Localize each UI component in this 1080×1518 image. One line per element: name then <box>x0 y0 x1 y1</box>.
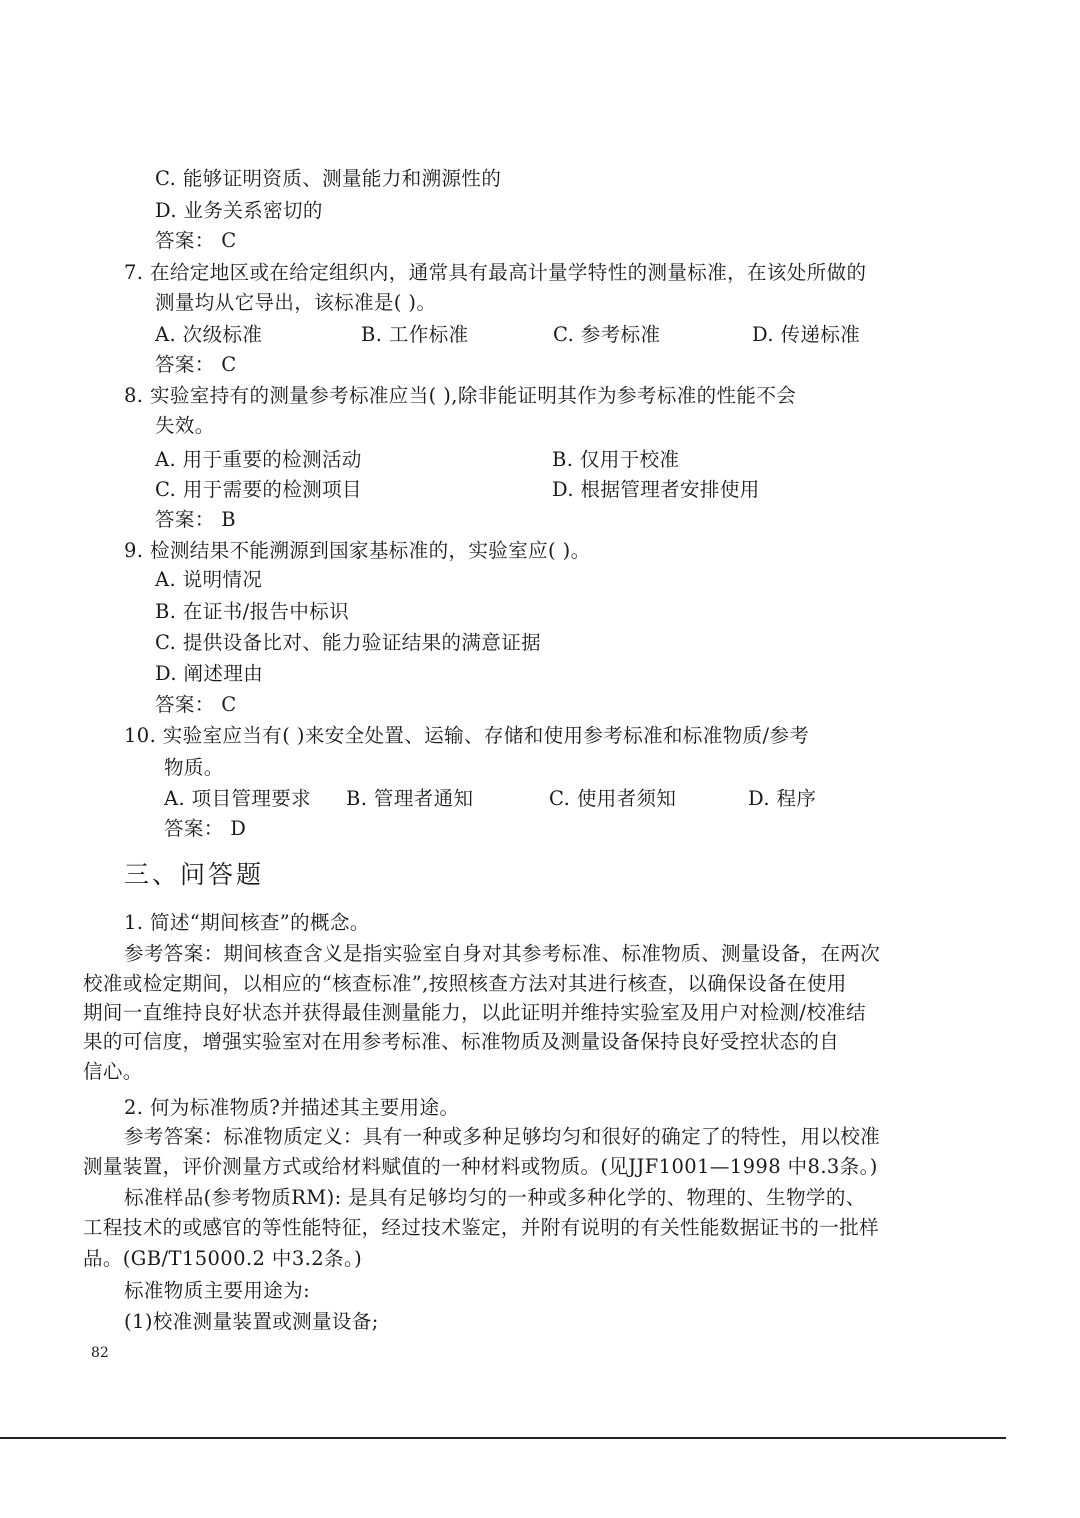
q8-option-d: D. 根据管理者安排使用 <box>552 478 760 501</box>
q10-option-c: C. 使用者须知 <box>549 787 677 810</box>
q8-stem-line2: 失效。 <box>155 414 215 437</box>
q8-stem-line1: 8. 实验室持有的测量参考标准应当( ),除非能证明其作为参考标准的性能不会 <box>124 384 797 407</box>
q9-answer: 答案： C <box>155 693 237 716</box>
q6-answer: 答案： C <box>155 229 237 252</box>
qa1-question: 1. 简述“期间核查”的概念。 <box>124 911 370 934</box>
q9-stem-line1: 9. 检测结果不能溯源到国家基标准的，实验室应( )。 <box>124 539 591 562</box>
q10-option-d: D. 程序 <box>748 787 817 810</box>
q7-stem-line2: 测量均从它导出，该标准是( )。 <box>155 291 437 314</box>
q9-option-c: C. 提供设备比对、能力验证结果的满意证据 <box>155 631 542 654</box>
q7-answer: 答案： C <box>155 353 237 376</box>
section-heading: 三、问答题 <box>124 860 265 889</box>
q7-option-b: B. 工作标准 <box>361 323 469 346</box>
q7-stem-line1: 7. 在给定地区或在给定组织内，通常具有最高计量学特性的测量标准，在该处所做的 <box>124 261 867 284</box>
qa2-answer-line: 标准样品(参考物质RM): 是具有足够均匀的一种或多种化学的、物理的、生物学的、 <box>124 1186 866 1209</box>
q9-option-d: D. 阐述理由 <box>155 662 264 685</box>
q10-option-a: A. 项目管理要求 <box>164 787 312 810</box>
q10-stem-line2: 物质。 <box>164 756 224 779</box>
q8-option-a: A. 用于重要的检测活动 <box>155 448 362 471</box>
q7-option-c: C. 参考标准 <box>553 323 661 346</box>
q8-answer: 答案： B <box>155 508 237 531</box>
q10-stem-line1: 10. 实验室应当有( )来安全处置、运输、存储和使用参考标准和标准物质/参考 <box>124 724 810 747</box>
q9-option-a: A. 说明情况 <box>155 568 263 591</box>
qa1-answer-line: 果的可信度，增强实验室对在用参考标准、标准物质及测量设备保持良好受控状态的自 <box>83 1030 840 1053</box>
qa1-answer-line: 信心。 <box>83 1060 143 1083</box>
qa2-answer-line: 参考答案：标准物质定义：具有一种或多种足够均匀和很好的确定了的特性，用以校准 <box>124 1125 881 1148</box>
qa1-answer-line: 校准或检定期间，以相应的“核查标准”,按照核查方法对其进行核查，以确保设备在使用 <box>83 972 847 995</box>
qa2-answer-line: 标准物质主要用途为: <box>124 1279 311 1302</box>
page-number: 82 <box>91 1345 109 1361</box>
qa2-answer-line: 测量装置，评价测量方式或给材料赋值的一种材料或物质。(见JJF1001—1998 中8.3条。) <box>83 1155 878 1178</box>
q7-option-a: A. 次级标准 <box>155 323 263 346</box>
qa1-answer-line: 参考答案：期间核查含义是指实验室自身对其参考标准、标准物质、测量设备，在两次 <box>124 942 881 965</box>
q10-answer: 答案： D <box>164 817 247 840</box>
q6-option-d: D. 业务关系密切的 <box>155 199 323 222</box>
qa2-question: 2. 何为标准物质?并描述其主要用途。 <box>124 1096 460 1119</box>
q6-option-c: C. 能够证明资质、测量能力和溯源性的 <box>155 167 502 190</box>
q10-option-b: B. 管理者通知 <box>346 787 474 810</box>
q8-option-c: C. 用于需要的检测项目 <box>155 478 362 501</box>
qa2-answer-line: 工程技术的或感官的等性能特征，经过技术鉴定，并附有说明的有关性能数据证书的一批样 <box>83 1216 880 1239</box>
qa1-answer-line: 期间一直维持良好状态并获得最佳测量能力，以此证明并维持实验室及用户对检测/校准结 <box>83 1001 867 1024</box>
q9-option-b: B. 在证书/报告中标识 <box>155 600 350 623</box>
qa2-answer-line: (1)校准测量装置或测量设备; <box>124 1310 379 1333</box>
qa2-answer-line: 品。(GB/T15000.2 中3.2条。) <box>83 1247 363 1270</box>
q8-option-b: B. 仅用于校准 <box>552 448 680 471</box>
footer-rule <box>0 1437 1006 1439</box>
q7-option-d: D. 传递标准 <box>752 323 861 346</box>
